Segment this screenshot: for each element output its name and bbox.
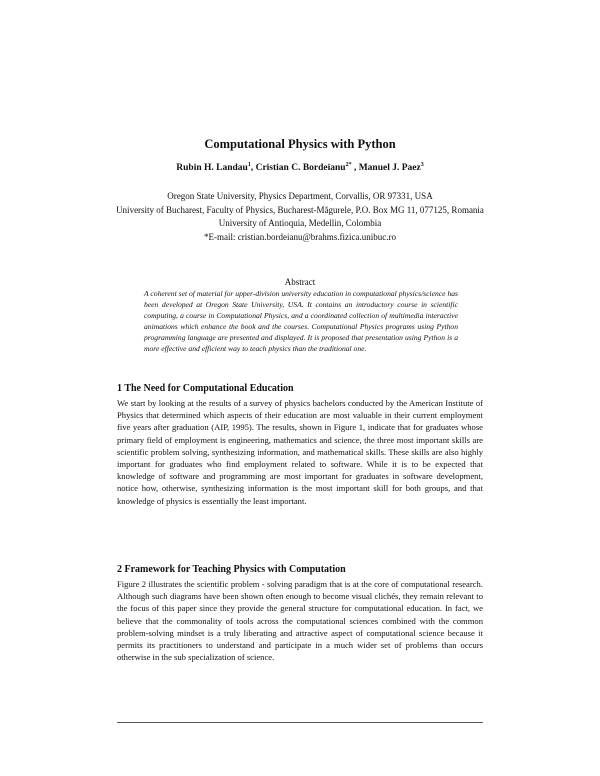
affiliations: [100, 190, 500, 244]
author-mark: 2*: [345, 162, 352, 168]
author-separator: ,: [351, 163, 359, 174]
author-line: [0, 162, 600, 173]
abstract-text: A coherent set of material for upper-division university education in computational physics/science has been developed at Oregon State University, USA. It contains an introductory course in scientific computing, a course in Computational Physics, and a coordinated collection of multimedia interactive animations which enhance the book and the courses. Computational Physics programs using Python programming language are presented and displayed. It is proposed that presentation using Python is a more effective and efficient way to teach physics than the traditional one.: [144, 289, 458, 354]
section-1-heading: 1 The Need for Computational Education: [117, 383, 294, 394]
abstract-heading: Abstract: [284, 277, 316, 287]
author-mark: 3: [420, 162, 424, 168]
affiliation-line: University of Antioquia, Medellin, Colombia: [218, 218, 382, 228]
corresponding-email: *E-mail: cristian.bordeianu@brahms.fizica.unibuc.ro: [204, 231, 396, 242]
author-mark: 1: [247, 162, 251, 168]
author-separator: ,: [250, 163, 256, 174]
author-name: Cristian C. Bordeianu: [255, 163, 346, 174]
paper-title: Computational Physics with Python: [204, 137, 396, 151]
author-name: Rubin H. Landau: [176, 163, 248, 174]
footnote-rule: [117, 722, 483, 723]
section-2-body: Figure 2 illustrates the scientific problem - solving paradigm that is at the core of computational research. Although such diagrams have been shown often enough to become visual clichés, they remain relevant to the focus of this paper since they provide the general structure for computational education. In fact, we believe that the commonality of tools across the computational sciences combined with the common problem-solving mindset is a truly liberating and attractive aspect of computational science because it permits its practitioners to understand and participate in a much wider set of problems than occurs otherwise in the sub specialization of science.: [117, 579, 483, 663]
author-name: Manuel J. Paez: [358, 163, 421, 174]
affiliation-line: University of Bucharest, Faculty of Physics, Bucharest-Măgurele, P.O. Box MG 11, 077125, Romania: [116, 204, 484, 215]
affiliation-line: Oregon State University, Physics Department, Corvallis, OR 97331, USA: [167, 191, 433, 201]
section-2-heading: 2 Framework for Teaching Physics with Computation: [117, 564, 346, 575]
section-1-body: We start by looking at the results of a survey of physics bachelors conducted by the American Institute of Physics that determined which aspects of their education are most valuable in their current employment five years after graduation (AIP, 1995). The results, shown in Figure 1, indicate that for graduates whose primary field of employment is engineering, mathematics and science, the three most important skills are scientific problem solving, synthesizing information, and mathematical skills. These skills are also highly important for graduates who find employment related to software. While it is to be expected that knowledge of software and programming are most important for graduates in software development, notice how, otherwise, synthesizing information is the most important skill for both groups, and that knowledge of physics is essentially the least important.: [117, 398, 483, 506]
